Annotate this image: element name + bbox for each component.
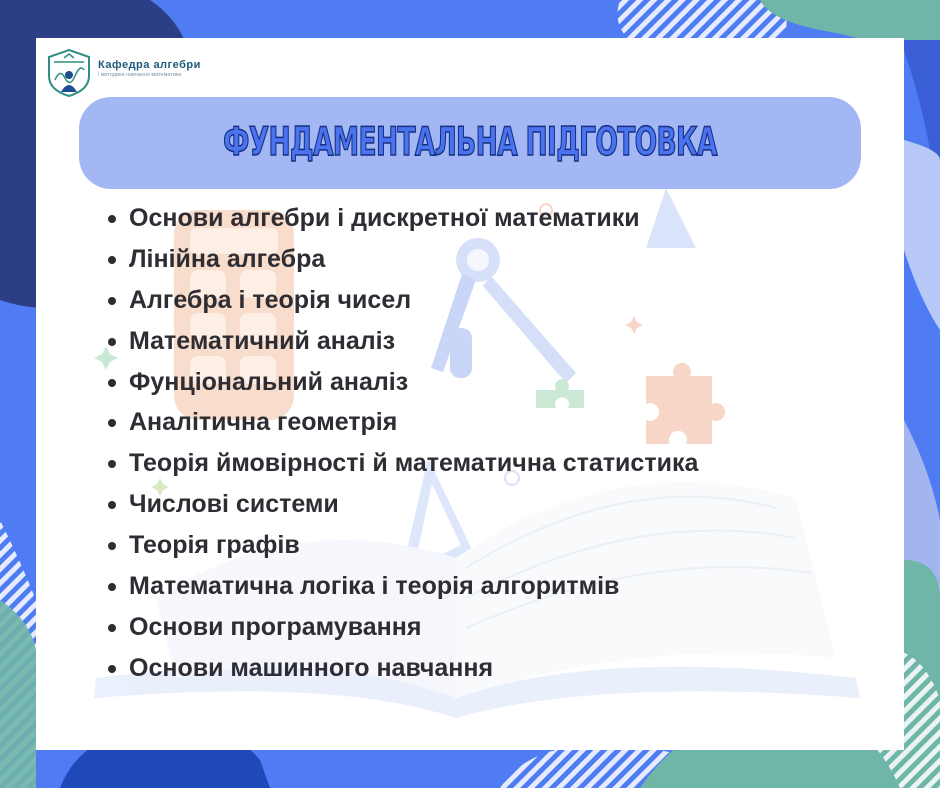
bullet-icon xyxy=(108,297,116,305)
bullet-icon xyxy=(108,583,116,591)
title-banner xyxy=(79,97,861,189)
bullet-icon xyxy=(108,460,116,468)
list-item xyxy=(108,444,698,485)
bullet-icon xyxy=(108,338,116,346)
bullet-icon xyxy=(108,215,116,223)
list-item xyxy=(108,199,698,240)
bullet-icon xyxy=(108,419,116,427)
list-item-label: Математичний аналіз xyxy=(129,326,395,355)
list-item-label: Основи алгебри і дискретної математики xyxy=(129,204,640,232)
list-item xyxy=(108,567,698,608)
list-item-label: Аналітична геометрія xyxy=(129,408,398,437)
list-item-label: Лінійна алгебра xyxy=(129,244,326,273)
bullet-icon xyxy=(108,665,116,673)
bullet-icon xyxy=(108,624,116,632)
list-item-label: Теорія графів xyxy=(129,531,300,560)
list-item xyxy=(108,281,698,322)
list-item-label: Алгебра і теорія чисел xyxy=(129,285,412,314)
list-item-label: Фунціональний аналіз xyxy=(129,367,409,396)
list-item-label: Теорія ймовірності й математична статистика xyxy=(129,449,699,478)
list-item xyxy=(108,649,698,690)
list-item-label: Числові системи xyxy=(129,490,339,519)
bullet-icon xyxy=(108,256,116,264)
department-name: Кафедра алгебри xyxy=(98,59,201,71)
list-item xyxy=(108,363,698,404)
list-item xyxy=(108,526,698,567)
list-item xyxy=(108,485,698,526)
list-item xyxy=(108,608,698,649)
list-item xyxy=(108,240,698,281)
bullet-icon xyxy=(108,542,116,550)
list-item-label: Основи машинного навчання xyxy=(129,653,494,682)
subjects-list xyxy=(108,199,698,690)
list-item xyxy=(108,322,698,363)
bullet-icon xyxy=(108,379,116,387)
list-item xyxy=(108,403,698,444)
content-card xyxy=(36,38,904,750)
department-logo-icon xyxy=(46,48,92,98)
department-subtitle: і методики навчання математики xyxy=(98,72,182,78)
list-item-label: Математична логіка і теорія алгоритмів xyxy=(129,572,620,601)
page-title: ФУНДАМЕНТАЛЬНА ПІДГОТОВКА xyxy=(223,120,717,165)
list-item-label: Основи програмування xyxy=(129,612,422,641)
bullet-icon xyxy=(108,501,116,509)
